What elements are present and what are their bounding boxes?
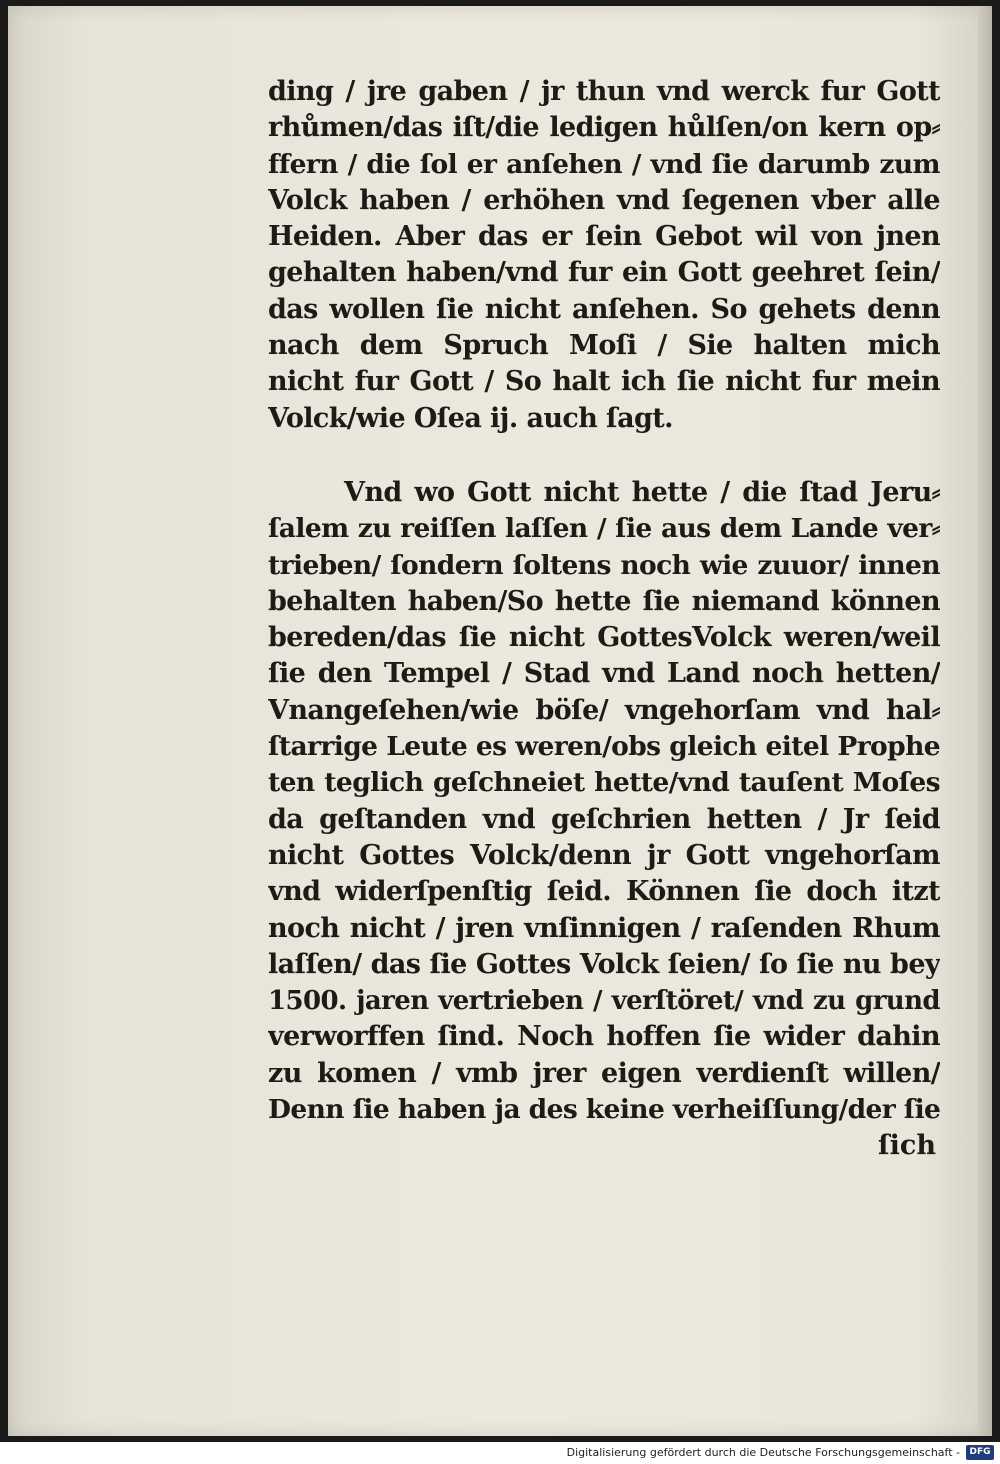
text-line: Volck/wie Oſea ij. auch ſagt.: [268, 402, 673, 434]
text-line: nicht Gottes Volck/denn jr Gott vngehorſam: [268, 839, 940, 871]
page-text: [268, 74, 940, 1165]
text-line: Heiden. Aber das er ſein Gebot wil von jnen: [268, 221, 940, 253]
text-line: 1500. jaren vertrieben / verſtöret/ vnd zu grund: [268, 986, 940, 1017]
text-line: ſtarrige Leute es weren/obs gleich eitel Prophe: [268, 731, 940, 763]
text-line: verworffen ſind. Noch hoffen ſie wider dahin: [268, 1021, 940, 1053]
paragraph-gap: [268, 437, 940, 475]
text-line: ding / jre gaben / jr thun vnd werck fur Gott: [268, 76, 940, 107]
text-line: Vnangeſehen/wie böſe/ vngehorſam vnd hal⸗: [268, 694, 940, 726]
paragraph-1: [268, 74, 940, 437]
text-line: nicht fur Gott / So halt ich ſie nicht fur mein: [268, 366, 940, 398]
text-line: ſie den Tempel / Stad vnd Land noch hetten/: [268, 658, 940, 690]
text-line: gehalten haben/vnd fur ein Gott geehret ſein/: [268, 257, 940, 289]
text-line: laſſen/ das ſie Gottes Volck ſeien/ ſo ſie nu bey: [268, 948, 940, 980]
funding-credit: Digitalisierung gefördert durch die Deutsche Forschungsgemeinschaft -: [566, 1446, 960, 1459]
paragraph-2: [268, 475, 940, 1128]
text-line: da geſtanden vnd geſchrien hetten / Jr ſeid: [268, 803, 940, 835]
text-line: behalten haben/So hette ſie niemand können: [268, 585, 940, 617]
page-edge: [978, 6, 992, 1436]
text-line: bereden/das ſie nicht GottesVolck weren/weil: [268, 622, 940, 654]
text-line: zu komen / vmb jrer eigen verdienſt willen/: [268, 1057, 940, 1089]
text-line: Vnd wo Gott nicht hette / die ſtad Jeru⸗: [344, 476, 940, 508]
text-line: vnd widerſpenſtig ſeid. Können ſie doch itzt: [268, 876, 940, 908]
text-line: das wollen ſie nicht anſehen. So gehets denn: [268, 293, 940, 325]
text-line: Denn ſie haben ja des keine verheiſſung/der ſie: [268, 1094, 940, 1126]
text-line: Volck haben / erhöhen vnd ſegenen vber alle: [268, 184, 940, 216]
text-line: ten teglich geſchneiet hette/vnd tauſent Moſes: [268, 767, 940, 799]
text-line: noch nicht / jren vnſinnigen / raſenden Rhum: [268, 912, 940, 944]
text-line: trieben/ ſondern ſoltens noch wie zuuor/ innen: [268, 549, 940, 581]
text-line: ffern / die ſol er anſehen / vnd ſie darumb zum: [268, 148, 940, 180]
footer-bar: [0, 1442, 1000, 1464]
dfg-logo-icon[interactable]: DFG: [966, 1445, 994, 1460]
text-line: rhůmen/das iſt/die ledigen hůlſen/on kern op⸗: [268, 112, 940, 144]
text-line: nach dem Spruch Moſi / Sie halten mich: [268, 330, 940, 362]
text-line: ſalem zu reiſſen laſſen / ſie aus dem Lande ver⸗: [268, 513, 940, 545]
catchword: ſich: [878, 1130, 936, 1162]
